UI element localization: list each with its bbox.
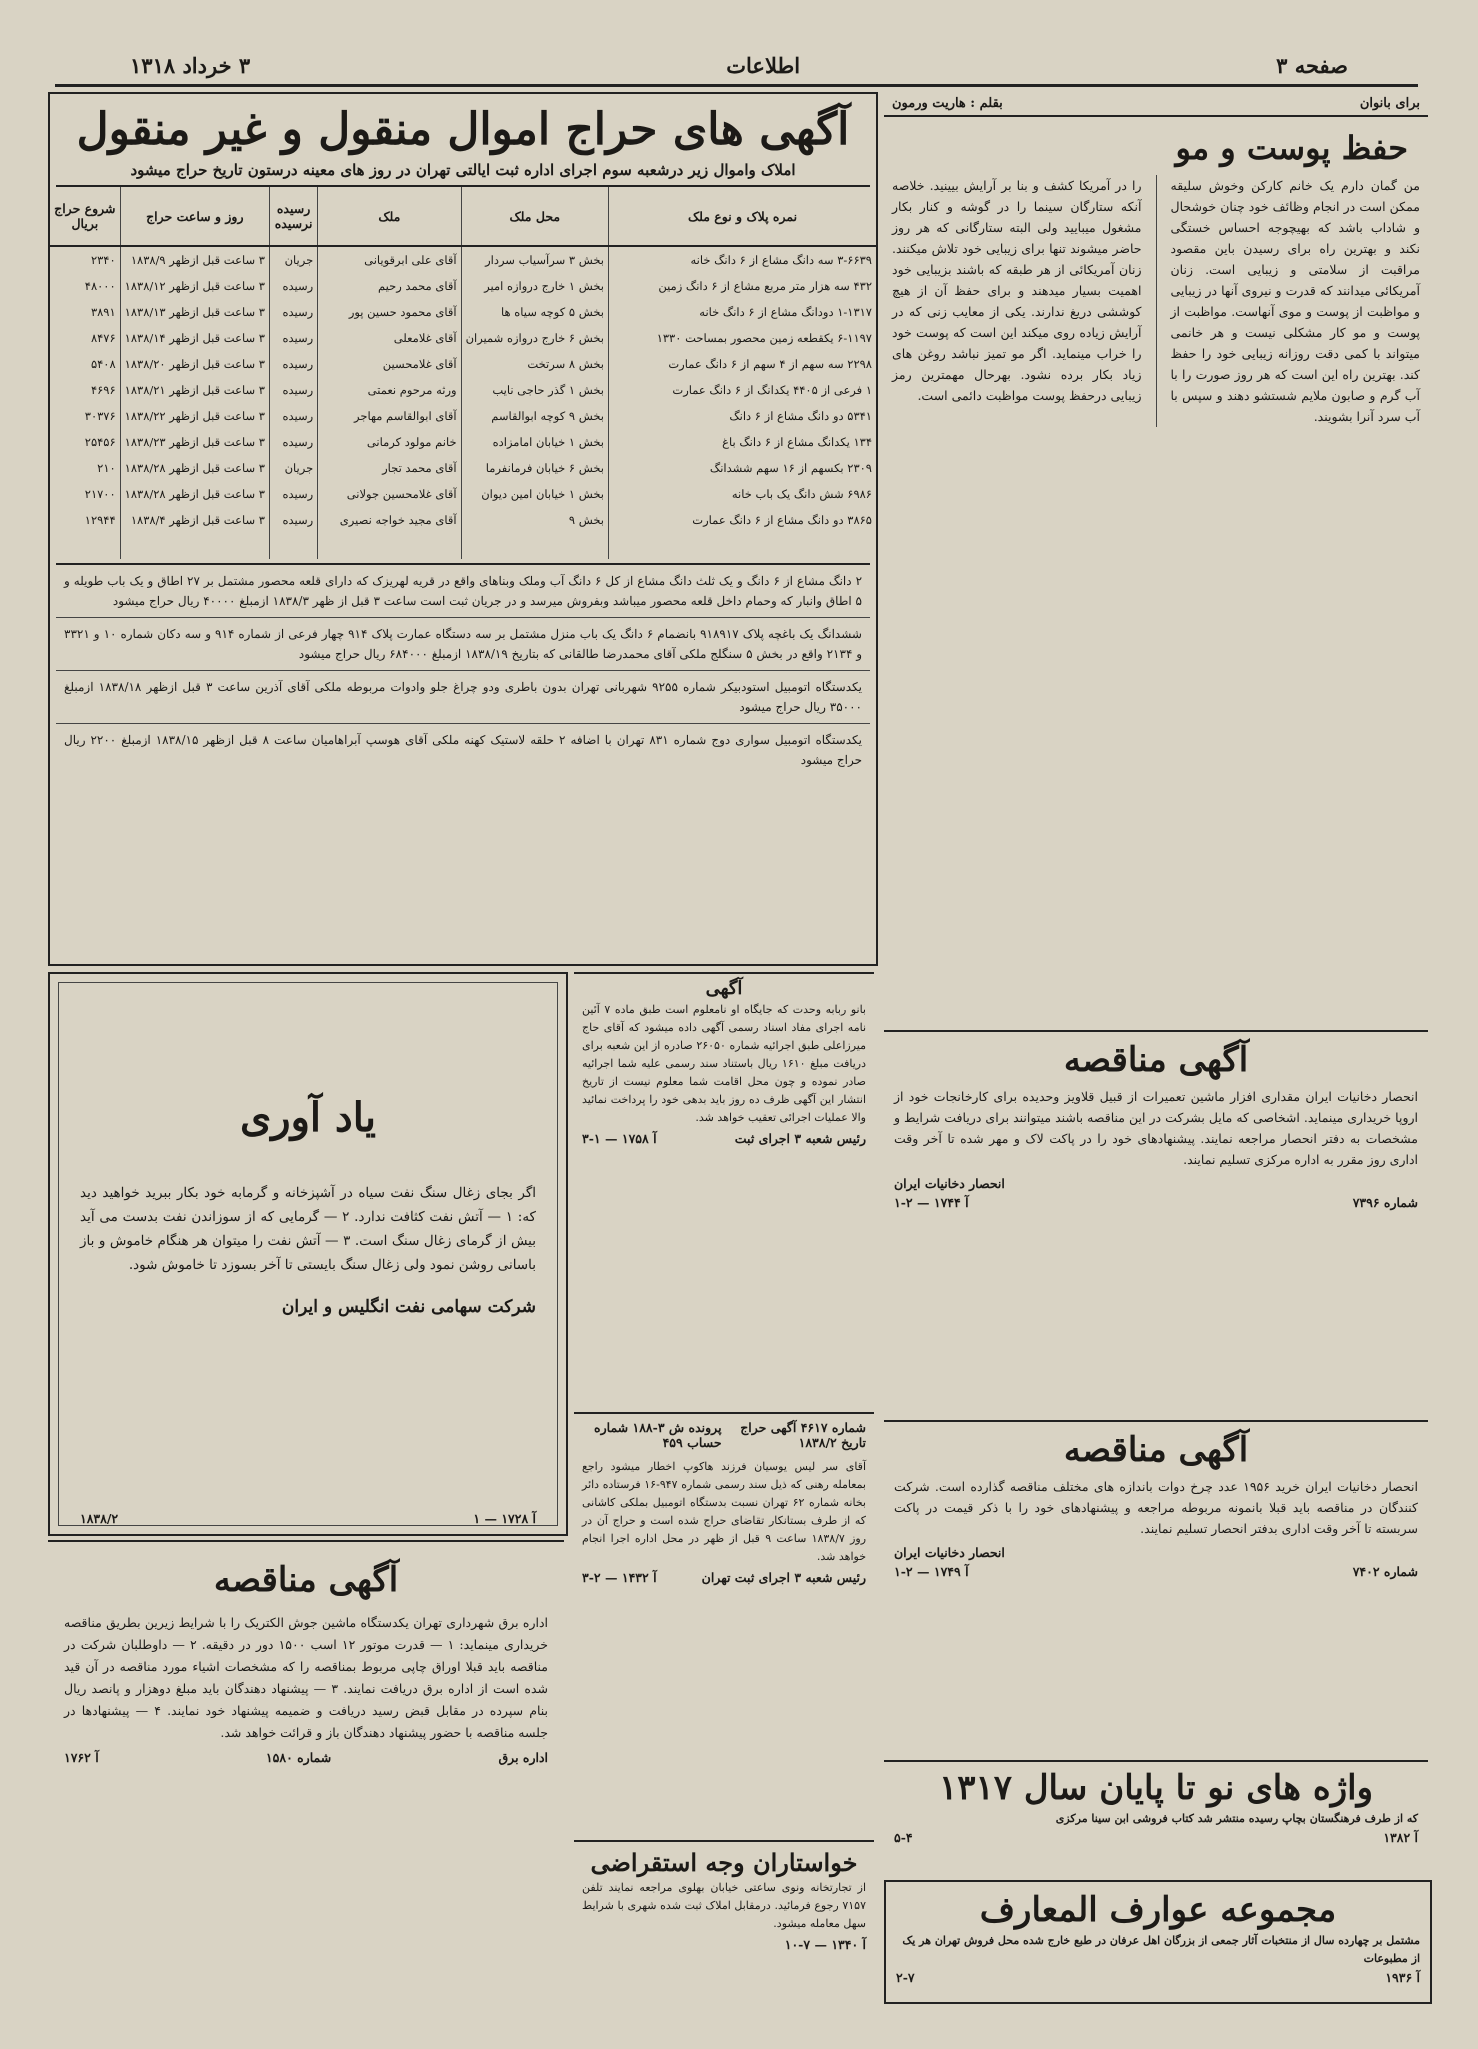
reminder-number: ۱۸۳۸/۲ xyxy=(80,1511,119,1526)
women-column xyxy=(884,92,1428,1092)
tender-tobacco-2 xyxy=(884,1420,1428,1722)
notice2-ref: رئیس شعبه ۳ اجرای ثبت تهران xyxy=(701,1570,866,1585)
new-words-title: واژه های نو تا پایان سال ۱۳۱۷ xyxy=(938,1768,1374,1808)
auction-intro: املاک واموال زیر درشعبه سوم اجرای اداره ثبت ایالتی تهران در روز های معینه درستون تاریخ حراج میشود xyxy=(130,161,796,179)
loan-notice xyxy=(574,1840,874,2002)
table-row: ۱-۱۳۱۷ دودانگ مشاع از ۶ دانگ خانه بخش ۵ کوچه سیاه ها آقای محمود حسین پور رسیده ۳ ساعت قبل ازظهر ۱۸۳۸/۱۳ ۳۸۹۱ xyxy=(50,299,876,325)
page-number: صفحه ۳ xyxy=(1276,52,1348,78)
notice2-header-left: شماره ۴۶۱۷ آگهی حراج تاریخ ۱۸۳۸/۲ xyxy=(740,1420,866,1450)
reminder-body: اگر بجای زغال سنگ نفت سیاه در آشپزخانه و گرمابه خود بکار ببرید خواهید دید که: ۱ — آتش نفت کثافت ندارد. ۲ — گرمایی که از سوزاندن نفت بدست می آید بیش از گرمای زغال سنگ است. ۳ — آتش نفت را میتوان هر هنگام خاموش و باز باسانی روشن نمود ولی زغال سنگ بایستی تا آخر بسوزد تا خاموش شود. xyxy=(80,1185,536,1273)
auction-notice xyxy=(48,92,878,966)
women-col-left: را در آمریکا کشف و بنا بر آرایش بیینید. خلاصه آنکه ستارگان سینما را در گوشه و کنار بکار مشغول میبایید ولی البته ستارگانی که هر روز حاضر میشوند تنها برای زیبایی خود تلاش میکنند. زنان آمریکائی از هر طبقه که باشند بزیبایی خود اهمیت بسیار میدهند و برای حفظ آن از هیچ کوششی دریغ ندارند. یکی از معایب زنی که در آرایش زیاده روی میکند این است که پوست خود را خراب مینماید. اگر مو تمیز نباشد روغن های زیاد بکار برده نشود. بهرحال مهمترین رمز زیبایی درحفظ پوست مواظبت دائمی است. xyxy=(892,178,1142,403)
notice2-body: آقای سر لیس یوسیان فرزند هاکوپ اخطار میشود راجع بمعامله رهنی که ذیل سند رسمی شماره ۹۴۷-۱۶ فرستاده دائر بخانه شماره ۶۲ تهران نسبت بدستگاه اتومبیل بملکی کاشانی که از طرف بستانکار تقاضای حراج شده است و حراج آن در روز ۱۸۳۸/۷ ساعت ۹ قبل از ظهر در محل اداره اجرا انجام خواهد شد. xyxy=(582,1460,867,1563)
col-start-price: شروع حراج بریال xyxy=(50,187,120,246)
table-row: ۶۹۸۶ شش دانگ یک باب خانه بخش ۱ خیابان امین دیوان آقای غلامحسین جولانی رسیده ۳ ساعت قبل ازظهر ۱۸۳۸/۲۸ ۲۱۷۰۰ xyxy=(50,481,876,507)
tender1-signature: انحصار دخانیات ایران xyxy=(894,1176,1005,1191)
auction-notice-2 xyxy=(574,1412,874,1834)
table-row: ۴۳۲ سه هزار متر مربع مشاع از ۶ دانگ زمین بخش ۱ خارج دروازه امیر آقای محمد رحیم رسیده ۳ ساعت قبل ازظهر ۱۸۳۸/۱۲ ۴۸۰۰۰ xyxy=(50,273,876,299)
tender-electric-ref: آ ۱۷۶۲ xyxy=(64,1750,99,1765)
loan-ref: آ ۱۳۴۰ — ۷-۱۰ xyxy=(784,1937,866,1952)
awarif-number: آ ۱۹۳۶ xyxy=(1385,1970,1420,1985)
col-plaque: نمره پلاک و نوع ملک xyxy=(609,187,876,246)
execution-ref: رئیس شعبه ۳ اجرای ثبت xyxy=(734,1131,866,1146)
tender2-ref: آ ۱۷۴۹ — ۲-۱ xyxy=(894,1564,969,1579)
table-row: ۶-۱۱۹۷ یکقطعه زمین محصور بمساحت ۱۳۳۰ بخش ۶ خارج دروازه شمیران آقای غلامعلی رسیده ۳ ساعت قبل ازظهر ۱۸۳۸/۱۴ ۸۴۷۶ xyxy=(50,325,876,351)
auction-extra-4: یکدستگاه اتومبیل سواری دوج شماره ۸۳۱ تهران با اضافه ۲ حلقه لاستیک کهنه ملکی آقای هوسپ آبراهامیان ساعت ۸ قبل ازظهر ۱۸۳۸/۱۵ ازمبلغ ۲۲۰۰ ریال حراج میشود xyxy=(64,733,862,767)
tender-electric-body: اداره برق شهرداری تهران یکدستگاه ماشین جوش الکتریک را با شرایط زیرین بطریق مناقصه خریداری مینماید: ۱ — قدرت موتور ۱۲ اسب ۱۵۰۰ دور در دقیقه. ۲ — داوطلبان شرکت در مناقصه باید قبلا اوراق چاپی مربوط بمناقصه را که مشخصات اشیاء مورد مناقصه در آن قید شده است از اداره برق دریافت نمایند. ۳ — پیشنهاد دهندگان باید مبلغ دوهزار و پانصد ریال بنام سپرده در مقابل قبض رسید دریافت و ضمیمه پیشنهاد خود نمایند. ۴ — پیشنهادها در جلسه مناقصه با حضور پیشنهاد دهندگان باز و قرائت خواهد شد. xyxy=(64,1615,549,1740)
reminder-ad xyxy=(48,972,568,1536)
tender1-ref: آ ۱۷۴۴ — ۲-۱ xyxy=(894,1195,969,1210)
tender1-number: شماره ۷۳۹۶ xyxy=(1352,1195,1418,1210)
execution-notice xyxy=(574,972,874,1414)
table-row xyxy=(50,533,876,559)
reminder-signature: شرکت سهامی نفت انگلیس و ایران xyxy=(281,1297,536,1317)
execution-number: آ ۱۷۵۸ — ۱-۳ xyxy=(582,1131,657,1146)
awarif-ref: ۲-۷ xyxy=(896,1970,915,1985)
table-row: ۲۳۰۹ بکسهم از ۱۶ سهم ششدانگ بخش ۶ خیابان فرمانفرما آقای محمد تجار جریان ۳ ساعت قبل ازظهر ۱۸۳۸/۲۸ ۲۱۰ xyxy=(50,455,876,481)
tender2-signature: انحصار دخانیات ایران xyxy=(894,1545,1005,1560)
auction-extra-3: یکدستگاه اتومبیل استودبیکر شماره ۹۲۵۵ شهربانی تهران بدون باطری ودو چراغ جلو وادوات مربوطه ملکی آقای آذرین ساعت ۳ قبل ازظهر ۱۸۳۸/۱۸ ازمبلغ ۳۵۰۰۰ ریال حراج میشود xyxy=(64,680,862,714)
women-byline: بقلم : هاریت ورمون xyxy=(892,96,1003,111)
tender-tobacco-1 xyxy=(884,1030,1428,1412)
notice2-number: آ ۱۴۳۲ — ۲-۳ xyxy=(582,1570,657,1585)
reminder-ref: آ ۱۷۲۸ — ۱ xyxy=(473,1511,536,1526)
table-row: ۳-۶۶۳۹ سه دانگ مشاع از ۶ دانگ خانه بخش ۳ سرآسیاب سردار آقای علی ابرقویانی جریان ۳ ساعت قبل ازظهر ۱۸۳۸/۹ ۲۳۴۰ xyxy=(50,246,876,273)
awarif-title: مجموعه عوارف المعارف xyxy=(979,1890,1337,1930)
tender2-title: آگهی مناقصه xyxy=(1063,1430,1249,1470)
notice2-header-right: پرونده ش ۳-۱۸۸ شماره حساب ۴۵۹ xyxy=(594,1420,722,1450)
new-words-body: که از طرف فرهنگستان بچاپ رسیده منتشر شد کتاب فروشی ابن سینا مرکزی xyxy=(1055,1812,1418,1825)
new-words-ad xyxy=(884,1760,1428,1872)
tender2-number: شماره ۷۴۰۲ xyxy=(1352,1564,1418,1579)
table-row: ۵۳۴۱ دو دانگ مشاع از ۶ دانگ بخش ۹ کوچه ابوالقاسم آقای ابوالقاسم مهاجر رسیده ۳ ساعت قبل ازظهر ۱۸۳۸/۲۲ ۳۰۳۷۶ xyxy=(50,403,876,429)
table-row: ۳۸۶۵ دو دانگ مشاع از ۶ دانگ عمارت بخش ۹ آقای مجید خواجه نصیری رسیده ۳ ساعت قبل ازظهر ۱۸۳۸/۴ ۱۲۹۴۴ xyxy=(50,507,876,533)
page-header xyxy=(130,50,1348,80)
women-section-label: برای بانوان xyxy=(1359,96,1420,111)
tender-electric-signature: اداره برق xyxy=(498,1750,548,1765)
tender1-title: آگهی مناقصه xyxy=(1063,1040,1249,1080)
issue-date: ۳ خرداد ۱۳۱۸ xyxy=(130,52,251,78)
tender1-body: انحصار دخانیات ایران مقداری افزار ماشین تعمیرات از قبیل قلاویز وحدیده برای کارخانجات خود از اروپا خریداری مینماید. اشخاصی که مایل بشرکت در این مناقصه باشند میتوانند برای دریافت شرایط و مشخصات به دفتر انحصار مراجعه نمایند. پیشنهادهای خود را در پاکت لاک و مهر شده تا آخر وقت اداری روز مقرر به اداره مرکزی تسلیم نمایند. xyxy=(894,1089,1418,1167)
col-date: روز و ساعت حراج xyxy=(120,187,269,246)
table-row: ۱۳۴ یکدانگ مشاع از ۶ دانگ باغ بخش ۱ خیابان امامزاده خانم مولود کرمانی رسیده ۳ ساعت قبل ازظهر ۱۸۳۸/۲۳ ۲۵۴۵۶ xyxy=(50,429,876,455)
header-rule xyxy=(55,84,1418,87)
new-words-ref: ۵-۴ xyxy=(894,1830,913,1845)
auction-table xyxy=(50,187,876,559)
women-col-right: من گمان دارم یک خانم کارکن وخوش سلیقه ممکن است در انجام وظائف خود چنان خوشحال و شاداب باشد که بهیچوجه احساس خستگی نکند و بهترین راه برای رسیدن باین مقصود مراقبت از سلامتی و زیبایی است. زنان آمریکائی میدانند که قدرت و نیروی آنها در زیبایی و مواظبت از پوست و موی آنهاست. مواظبت از پوست و مو کار مشکلی نیست و هر خانمی میتواند با کمی دقت روزانه زیبایی خود را حفظ کند. بهترین راه این است که هر روز صورت را با آب گرم و صابون ملایم شستشو دهند و سپس با آب سرد آنرا بشویند. xyxy=(1170,178,1420,424)
auction-title: آگهی های حراج اموال منقول و غیر منقول xyxy=(76,104,850,155)
execution-title: آگهی xyxy=(705,978,743,999)
loan-title: خواستاران وجه استقراضی xyxy=(590,1848,858,1877)
loan-body: از تجارتخانه ونوی ساعتی خیابان بهلوی مراجعه نمایند تلفن ۷۱۵۷ رجوع فرمائید. درمقابل املاک ثبت شده شهری با شرایط سهل معامله میشود. xyxy=(582,1881,866,1930)
table-row: ۲۲۹۸ سه سهم از ۴ سهم از ۶ دانگ عمارت بخش ۸ سرتخت آقای غلامحسین رسیده ۳ ساعت قبل ازظهر ۱۸۳۸/۲۰ ۵۴۰۸ xyxy=(50,351,876,377)
awarif-ad xyxy=(884,1880,1432,2004)
women-title: حفظ پوست و مو xyxy=(1175,129,1408,167)
tender-electric-title: آگهی مناقصه xyxy=(213,1560,399,1600)
reminder-title: یاد آوری xyxy=(239,1094,377,1141)
auction-extra-2: ششدانگ یک باغچه پلاک ۹۱۸۹۱۷ بانضمام ۶ دانگ یک باب منزل مشتمل بر سه دستگاه عمارت پلاک ۹۱۴ چهار فرعی از شماره ۹۱۴ و سه دکان شماره ۱۰ و ۳۳۲۱ و ۲۱۳۴ واقع در بخش ۵ سنگلج ملکی آقای محمدرضا طالقانی که بتاریخ ۱۸۳۸/۱۹ ازمبلغ ۶۸۴۰۰۰ ریال حراج میشود xyxy=(64,627,862,661)
col-owner: ملک xyxy=(318,187,461,246)
masthead: اطلاعات xyxy=(726,52,801,78)
col-location: محل ملک xyxy=(461,187,608,246)
col-status: رسیده نرسیده xyxy=(269,187,317,246)
tender-electric-number: شماره ۱۵۸۰ xyxy=(265,1750,332,1765)
auction-extra-1: ۲ دانگ مشاع از ۶ دانگ و یک ثلث دانگ مشاع از کل ۶ دانگ آب وملک وبناهای واقع در قریه لهریزک که دارای قلعه محصور مشتمل بر ۲۷ اطاق و یک باب طویله و ۵ اطاق وانبار که وحمام داخل قلعه محصور میباشد وبفروش میرسد و در جریان ثبت است ساعت ۳ قبل از ظهر ۱۸۳۸/۳ ازمبلغ ۴۰۰۰۰ ریال حراج میشود xyxy=(64,574,863,608)
tender2-body: انحصار دخانیات ایران خرید ۱۹۵۶ عدد چرخ دوات باندازه های مختلف مناقصه گذارده است. شرکت کنندگان در مناقصه باید قبلا بانمونه مربوطه مراجعه و پیشنهادهای خود را با ذکر قیمت در پاکت سربسته تا آخر وقت اداری بدفتر انحصار تسلیم نمایند. xyxy=(894,1479,1418,1536)
tender-electric xyxy=(48,1540,564,2002)
table-row: ۱ فرعی از ۴۴۰۵ یکدانگ از ۶ دانگ عمارت بخش ۱ گذر حاجی نایب ورثه مرحوم نعمتی رسیده ۳ ساعت قبل ازظهر ۱۸۳۸/۲۱ ۴۶۹۶ xyxy=(50,377,876,403)
awarif-body: مشتمل بر چهارده سال از منتخبات آثار جمعی از بزرگان اهل عرفان در طبع خارج شده محل فروش تهران هر یک از مطبوعات xyxy=(902,1934,1420,1965)
execution-body: بانو ربابه وحدت که جایگاه او نامعلوم است طبق ماده ۷ آئین نامه اجرای مفاد اسناد رسمی آگهی داده میشود که آقای حاج میرزاعلی طبق اجرائیه شماره ۲۶۰۵۰ صادره از این شعبه برای دریافت مبلغ ۱۶۱۰ ریال باستناد سند رسمی علیه شما اجرائیه صادر نموده و چون محل اقامت شما معلوم نیست از تاریخ انتشار این آگهی ظرف ده روز باید بدهی خود را پرداخت نمائید والا عملیات اجرائی تعقیب خواهد شد. xyxy=(582,1003,866,1124)
new-words-number: آ ۱۳۸۲ xyxy=(1383,1830,1418,1845)
